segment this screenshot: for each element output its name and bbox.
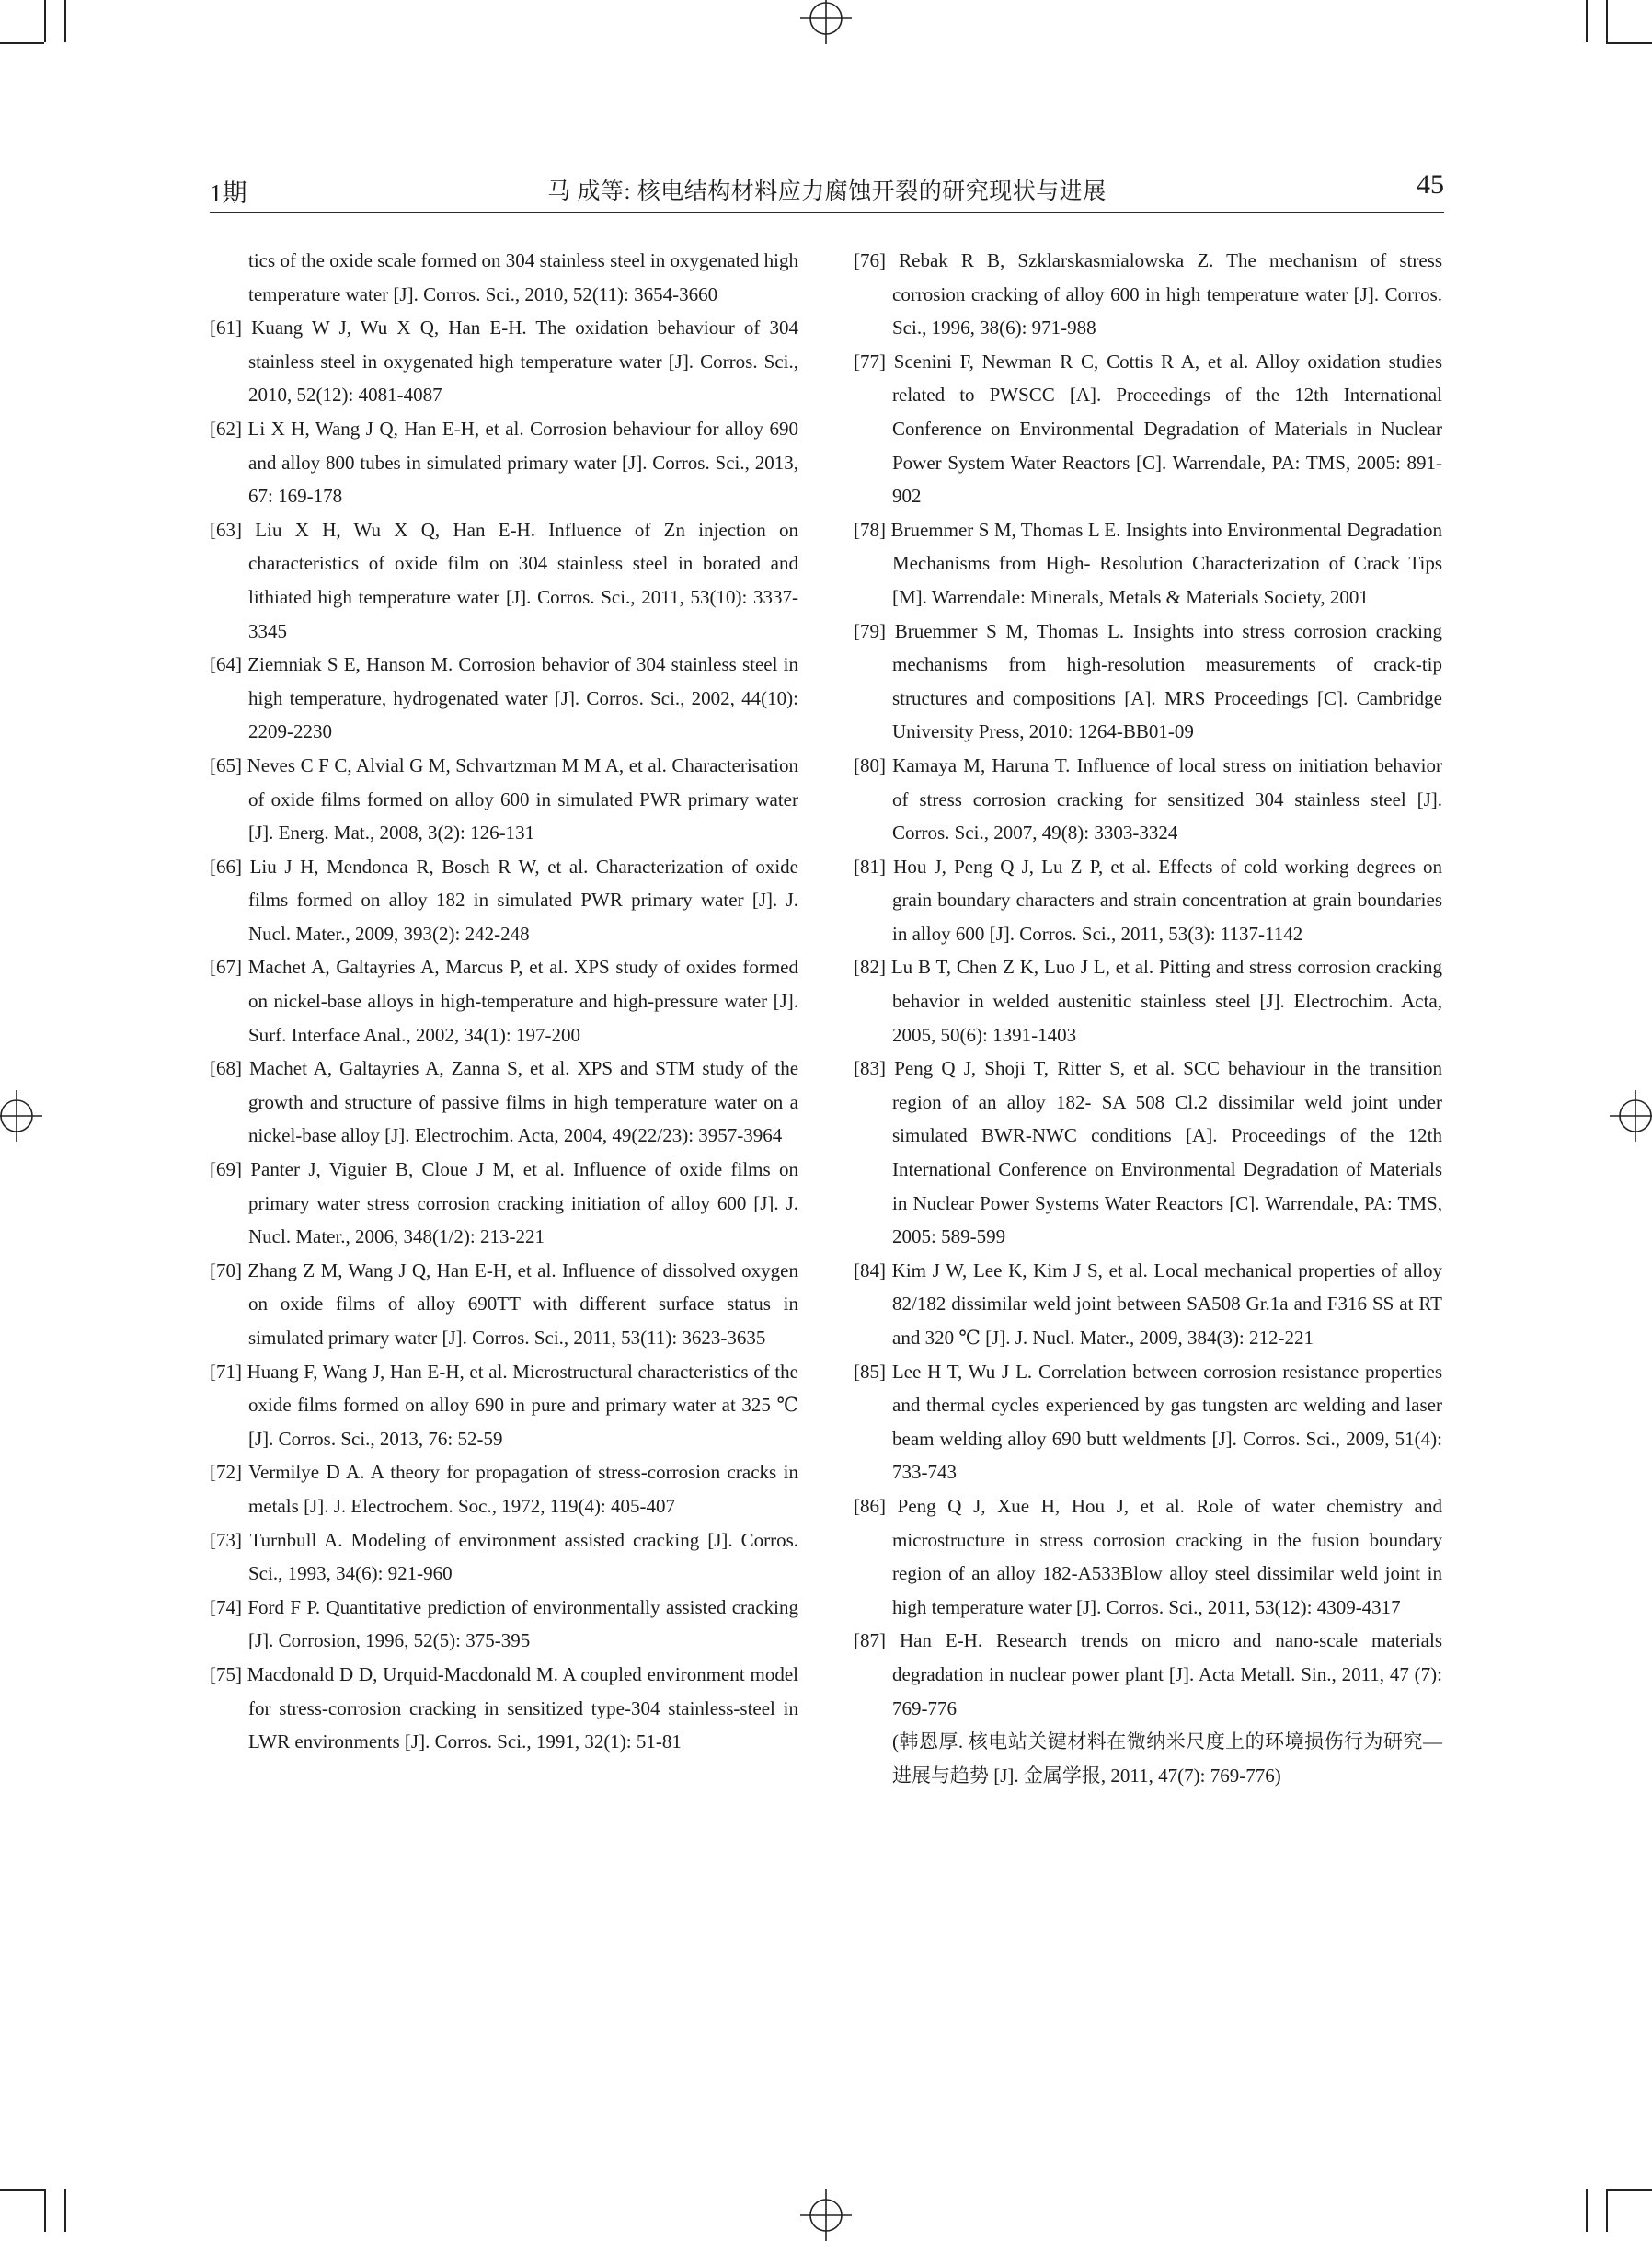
crop-mark [44, 0, 46, 42]
crop-mark [1606, 2189, 1608, 2232]
crop-mark [64, 2189, 66, 2232]
reference-item: [74] Ford F P. Quantitative prediction of environmentally assisted cracking [J]. Corrosion, 1996, 52(5): 375-395 [210, 1595, 798, 1652]
reference-item: [86] Peng Q J, Xue H, Hou J, et al. Role of water chemistry and microstructure in stress corrosion cracking in the fusion boundary region of an alloy 182-A533Blow alloy steel dissimilar weld joint in high temperature water [J]. Corros. Sci., 2011, 53(12): 4309-4317 [854, 1494, 1442, 1618]
crop-mark [0, 2189, 44, 2191]
reference-item: [81] Hou J, Peng Q J, Lu Z P, et al. Effects of cold working degrees on grain boundary characters and strain concentration at grain boundaries in alloy 600 [J]. Corros. Sci., 2011, 53(3): 1137-1142 [854, 855, 1442, 945]
reference-item: [72] Vermilye D A. A theory for propagation of stress-corrosion cracks in metals [J]. J. Electrochem. Soc., 1972, 119(4): 405-407 [210, 1461, 798, 1517]
crop-mark [1606, 2189, 1652, 2191]
reference-item: [85] Lee H T, Wu J L. Correlation between corrosion resistance properties and thermal cycles experienced by gas tungsten arc welding and laser beam welding alloy 690 butt weldments [J]. Corros. Sci., 2009, 51(4): 733-743 [854, 1360, 1442, 1484]
reference-item: [65] Neves C F C, Alvial G M, Schvartzman M M A, et al. Characterisation of oxide films formed on alloy 600 in simulated PWR primary water [J]. Energ. Mat., 2008, 3(2): 126-131 [210, 753, 798, 845]
registration-mark-icon [800, 0, 852, 44]
crop-mark [1586, 2189, 1588, 2232]
crop-mark [1586, 0, 1588, 42]
crop-mark [1606, 0, 1608, 42]
reference-item: [76] Rebak R B, Szklarskasmialowska Z. The mechanism of stress corrosion cracking of alloy 600 in high temperature water [J]. Corros. Sci., 1996, 38(6): 971-988 [854, 249, 1443, 339]
registration-mark-icon [800, 2189, 852, 2241]
registration-mark-icon [0, 1090, 42, 1142]
running-title: 马 成等: 核电结构材料应力腐蚀开裂的研究现状与进展 [547, 179, 1107, 204]
reference-item: [73] Turnbull A. Modeling of environment assisted cracking [J]. Corros. Sci., 1993, 34(6): 921-960 [210, 1528, 799, 1585]
crop-mark [44, 2189, 46, 2232]
crop-mark [0, 42, 44, 44]
reference-item: [68] Machet A, Galtayries A, Zanna S, et al. XPS and STM study of the growth and structure of passive films in high temperature water on a nickel-base alloy [J]. Electrochim. Acta, 2004, 49(22/23): 3957-3964 [210, 1057, 799, 1147]
reference-item: [63] Liu X H, Wu X Q, Han E-H. Influence of Zn injection on characteristics of oxide film on 304 stainless steel in borated and lithiated high temperature water [J]. Corros. Sci., 2011, 53(10): 3337-3345 [210, 518, 799, 642]
reference-column-left [210, 244, 798, 1759]
reference-item: [79] Bruemmer S M, Thomas L. Insights into stress corrosion cracking mechanisms from high-resolution measurements of crack-tip structures and compositions [A]. MRS Proceedings [C]. Cambridge University Press, 2010: 1264-BB01-09 [854, 619, 1442, 743]
reference-item: [69] Panter J, Viguier B, Cloue J M, et al. Influence of oxide films on primary water stress corrosion cracking initiation of alloy 600 [J]. J. Nucl. Mater., 2006, 348(1/2): 213-221 [210, 1158, 798, 1248]
reference-item: [87] Han E-H. Research trends on micro and nano-scale materials degradation in nuclear power plant [J]. Acta Metall. Sin., 2011, 47 (7): 769-776 [854, 1629, 1442, 1719]
page-number: 45 [1417, 169, 1444, 200]
reference-item: [75] Macdonald D D, Urquid-Macdonald M. A coupled environment model for stress-corrosion cracking in sensitized type-304 stainless-steel in LWR environments [J]. Corros. Sci., 1991, 32(1): 51-81 [210, 1662, 798, 1753]
reference-item: [71] Huang F, Wang J, Han E-H, et al. Microstructural characteristics of the oxide films formed on alloy 690 in pure and primary water at 325 ℃ [J]. Corros. Sci., 2013, 76: 52-59 [210, 1360, 799, 1450]
reference-item: [61] Kuang W J, Wu X Q, Han E-H. The oxidation behaviour of 304 stainless steel in oxygenated high temperature water [J]. Corros. Sci., 2010, 52(12): 4081-4087 [210, 316, 799, 407]
reference-item: [67] Machet A, Galtayries A, Marcus P, et al. XPS study of oxides formed on nickel-base alloys in high-temperature and high-pressure water [J]. Surf. Interface Anal., 2002, 34(1): 197-200 [210, 956, 798, 1046]
reference-item: [70] Zhang Z M, Wang J Q, Han E-H, et al. Influence of dissolved oxygen on oxide films of alloy 690TT with different surface status in simulated primary water [J]. Corros. Sci., 2011, 53(11): 3623-3635 [210, 1258, 798, 1349]
reference-item: [82] Lu B T, Chen Z K, Luo J L, et al. Pitting and stress corrosion cracking behavior in welded austenitic stainless steel [J]. Electrochim. Acta, 2005, 50(6): 1391-1403 [854, 956, 1442, 1046]
reference-item: [80] Kamaya M, Haruna T. Influence of local stress on initiation behavior of stress corrosion cracking for sensitized 304 stainless steel [J]. Corros. Sci., 2007, 49(8): 3303-3324 [854, 753, 1443, 845]
reference-item: [84] Kim J W, Lee K, Kim J S, et al. Local mechanical properties of alloy 82/182 dissimilar weld joint between SA508 Gr.1a and F316 SS at RT and 320 ℃ [J]. J. Nucl. Mater., 2009, 384(3): 212-221 [854, 1258, 1443, 1349]
reference-column-right [854, 244, 1442, 1792]
reference-item: [64] Ziemniak S E, Hanson M. Corrosion behavior of 304 stainless steel in high temperature, hydrogenated water [J]. Corros. Sci., 2002, 44(10): 2209-2230 [210, 653, 798, 743]
reference-item: [78] Bruemmer S M, Thomas L E. Insights into Environmental Degradation Mechanisms from High- Resolution Characterization of Crack Tips [M]. Warrendale: Minerals, Metals & Materials Society, 2001 [854, 518, 1443, 608]
crop-mark [64, 0, 66, 42]
reference-item: [77] Scenini F, Newman R C, Cottis R A, et al. Alloy oxidation studies related to PWSCC [A]. Proceedings of the 12th International Conference on Environmental Degradation of Materials in Nuclear Power System Water Reactors [C]. Warrendale, PA: TMS, 2005: 891-902 [854, 350, 1442, 508]
reference-item: tics of the oxide scale formed on 304 stainless steel in oxygenated high temperature water [J]. Corros. Sci., 2010, 52(11): 3654-3660 [248, 249, 798, 305]
running-header [210, 164, 1444, 213]
reference-translation-note: (韩恩厚. 核电站关键材料在微纳米尺度上的环境损伤行为研究—进展与趋势 [J]. 金属学报, 2011, 47(7): 769-776) [892, 1730, 1442, 1787]
reference-item: [83] Peng Q J, Shoji T, Ritter S, et al. SCC behaviour in the transition region of an alloy 182- SA 508 Cl.2 dissimilar weld joint under simulated BWR-NWC conditions [A]. Proceedings of the 12th International Conference on Environmental Degradation of Materials in Nuclear Power Systems Water Reactors [C]. Warrendale, PA: TMS, 2005: 589-599 [854, 1057, 1442, 1248]
registration-mark-icon [1610, 1090, 1652, 1142]
issue-number: 1期 [210, 179, 247, 207]
crop-mark [1606, 42, 1652, 44]
reference-item: [62] Li X H, Wang J Q, Han E-H, et al. Corrosion behaviour for alloy 690 and alloy 800 tubes in simulated primary water [J]. Corros. Sci., 2013, 67: 169-178 [210, 417, 799, 508]
reference-item: [66] Liu J H, Mendonca R, Bosch R W, et al. Characterization of oxide films formed on alloy 182 in simulated PWR primary water [J]. J. Nucl. Mater., 2009, 393(2): 242-248 [210, 855, 798, 945]
